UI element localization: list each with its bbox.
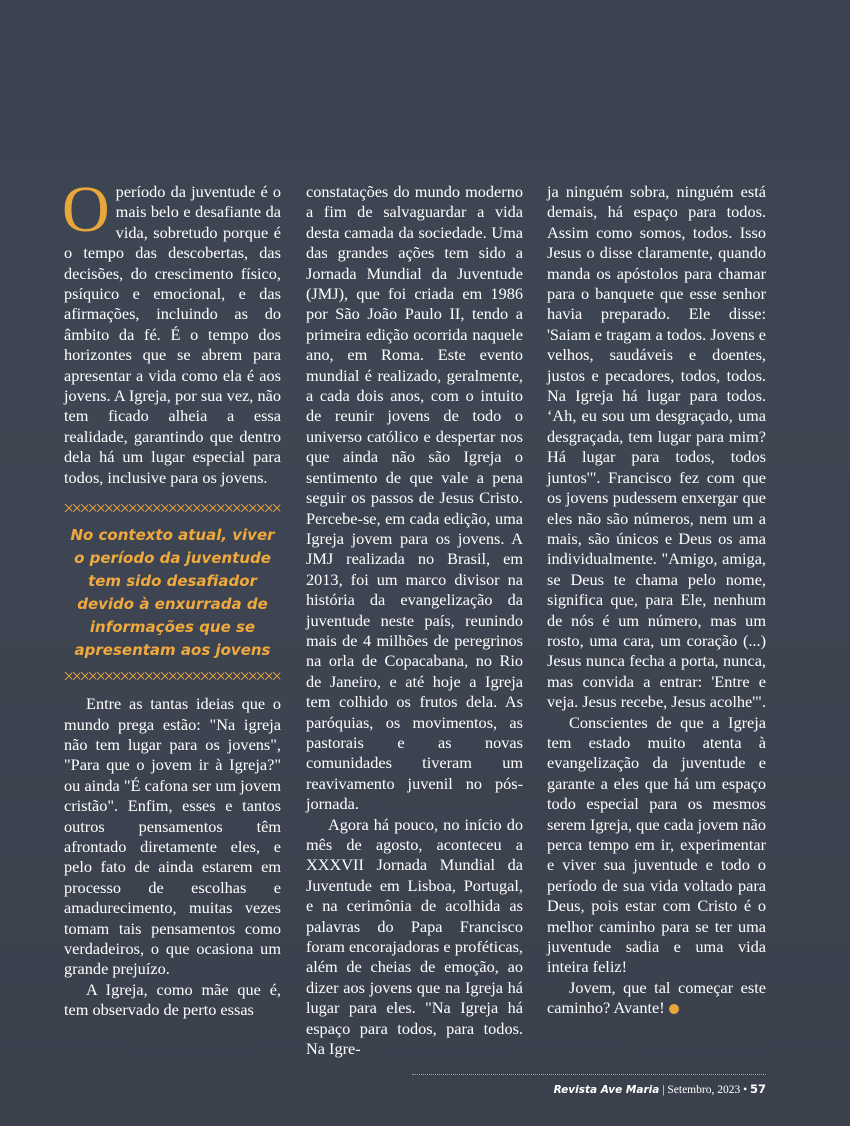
footer-rule: [412, 1074, 766, 1075]
page-footer: [554, 1082, 766, 1096]
paragraph: Entre as tantas ideias que o mundo prega estão: "Na igreja não tem lugar para os jovens", "Para que o jovem ir à Igreja?" ou ainda "É cafona ser um jovem cristão". Enfim, esses e tantos outros pensamentos têm afrontado diretamente eles, e pelo fato de ainda estarem em processo de escolhas e amadurecimento, muitas vezes tomam tais pensamentos como verdadeiros, o que ocasiona um grande prejuízo.: [64, 694, 281, 979]
paragraph: A Igreja, como mãe que é, tem observado de perto essas: [64, 979, 281, 1020]
paragraph: ja ninguém sobra, ninguém está demais, há espaço para todos. Assim como somos, todos. Isso Jesus o disse claramente, quando manda os apóstolos para chamar para o banquete que esse senhor havia preparado. Ele disse: 'Saiam e tragam a todos. Jovens e velhos, saudáveis e doentes, justos e pecadores, todos, todos. Na Igreja há lugar para todos. ‘Ah, eu sou um desgraçado, uma desgraçada, tem lugar para mim? Há lugar para todos, todos juntos'". Francisco fez com que os jovens pudessem enxergar que eles não são números, nem um a mais, são únicos e Deus os ama individualmente. "Amigo, amiga, se Deus te chama pelo nome, significa que, para Ele, nenhum de nós é um número, mas um rosto, uma cara, um coração (...) Jesus nunca fecha a porta, nunca, mas convida a entrar: 'Entre e veja. Jesus recebe, Jesus acolhe'".: [547, 182, 766, 712]
paragraph: Conscientes de que a Igreja tem estado muito atenta à evangelização da juventude e garante a eles que há um espaço todo especial para os mesmos serem Igreja, que cada jovem não perca tempo em ir, experimentar e viver sua juventude e todo o período de sua vida voltado para Deus, pois estar com Cristo é o melhor caminho para se ter uma juventude sadia e uma vida inteira feliz!: [547, 712, 766, 977]
zigzag-divider: [64, 672, 281, 680]
article-column-3: [547, 182, 766, 1019]
closing-paragraph: [547, 978, 766, 1019]
paragraph: constatações do mundo moderno a fim de salvaguardar a vida desta camada da sociedade. Uma das grandes ações tem sido a Jornada Mundial da Juventude (JMJ), que foi criada em 1986 por São João Paulo II, tendo a primeira edição ocorrida naquele ano, em Roma. Este evento mundial é realizado, geralmente, a cada dois anos, com o intuito de reunir jovens de todo o universo católico e despertar nos que ainda não são Igreja o sentimento de que vale a pena seguir os passos de Jesus Cristo. Percebe-se, em cada edição, uma Igreja jovem para os jovens. A JMJ realizada no Brasil, em 2013, foi um marco divisor na história da evangelização da juventude neste país, reunindo mais de 4 milhões de peregrinos na orla de Copacabana, no Rio de Janeiro, e até hoje a Igreja tem colhido os frutos dela. As paróquias, os movimentos, as pastorais e as novas comunidades tiveram um reavivamento juvenil no pós-jornada.: [306, 182, 523, 814]
page-number: 57: [749, 1082, 766, 1096]
magazine-name: Revista Ave Maria: [553, 1084, 660, 1096]
paragraph: Agora há pouco, no início do mês de agosto, aconteceu a XXXVII Jornada Mundial da Juventude em Lisboa, Portugal, e na cerimônia de acolhida as palavras do Papa Francisco foram encorajadoras e proféticas, além de cheias de emoção, ao dizer aos jovens que na Igreja há lugar para eles. "Na Igreja há espaço para todos, para todos. Na Igre-: [306, 814, 523, 1059]
closing-text: Jovem, que tal começar este caminho? Avante!: [547, 977, 766, 1018]
issue-date: Setembro, 2023 •: [667, 1084, 750, 1096]
pull-quote: No contexto atual, viver o período da juventude tem sido desafiador devido à enxurrada de informações que se apresentam aos jovens: [70, 526, 275, 660]
article-column-1: [62, 173, 281, 1021]
zigzag-divider: [64, 504, 281, 512]
drop-cap: O: [62, 173, 110, 246]
footer-separator: |: [659, 1084, 668, 1096]
article-column-2: [306, 182, 523, 1059]
end-mark-dot-icon: [669, 1004, 679, 1014]
paragraph: período da juventude é o mais belo e desafiante da vida, sobretudo porque é o tempo das descobertas, das decisões, do crescimento físico, psíquico e emocional, e das afirmações, incluindo as do âmbito da fé. É o tempo dos horizontes que se abrem para apresentar a vida como ela é aos jovens. A Igreja, por sua vez, não tem ficado alheia a essa realidade, garantindo que dentro dela há um lugar especial para todos, inclusive para os jovens.: [64, 182, 281, 487]
